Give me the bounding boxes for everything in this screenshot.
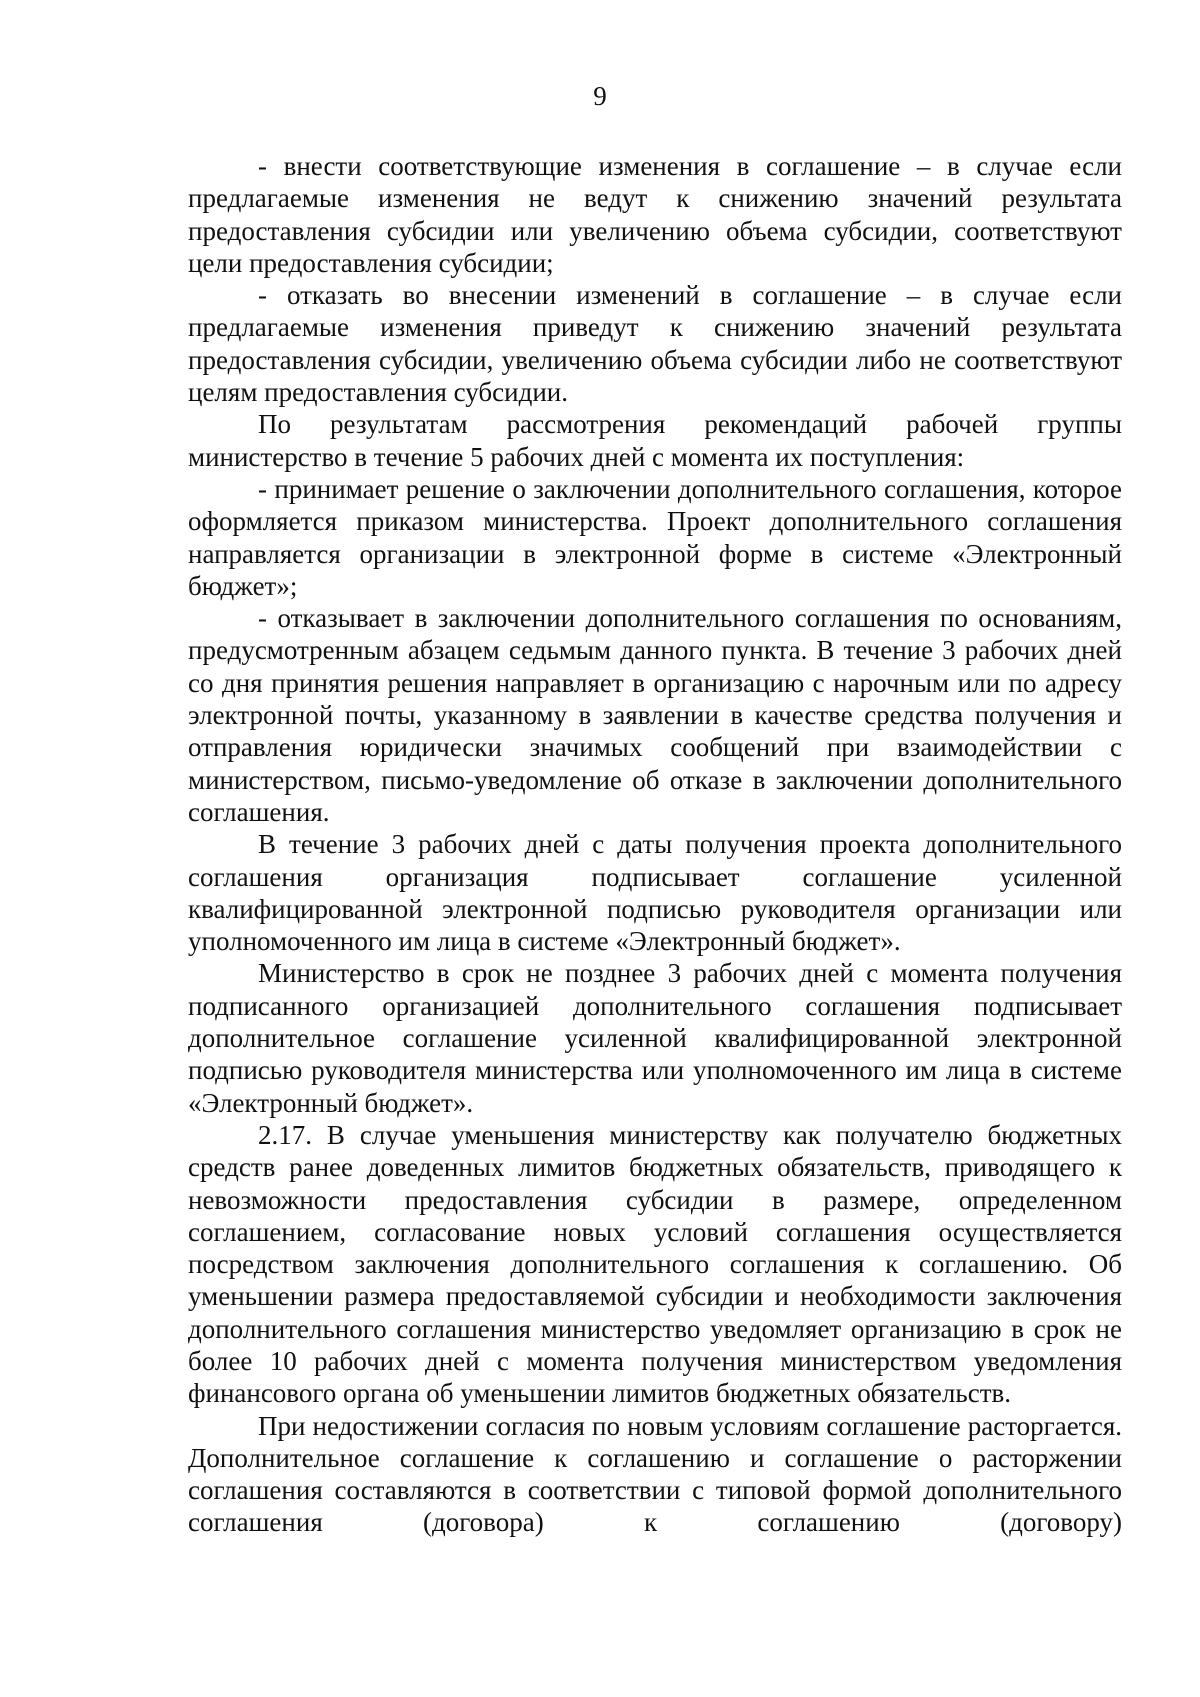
paragraph-accept-decision: - принимает решение о заключении дополнительного соглашения, которое оформляется приказом министерства. Проект дополнительного соглашения направляется организации в электронной форме в системе «Электронный бюджет»; <box>188 473 1122 601</box>
paragraph-working-group-results: По результатам рассмотрения рекомендаций рабочей группы министерство в течение 5 рабочих дней с момента их поступления: <box>188 409 1122 472</box>
document-body <box>188 150 1122 1539</box>
paragraph-organization-signs: В течение 3 рабочих дней с даты получения проекта дополнительного соглашения организация подписывает соглашение усиленной квалифицированной электронной подписью руководителя организации или уполномоченного им лица в системе «Электронный бюджет». <box>188 829 1122 957</box>
paragraph-amend-agreement: - внести соответствующие изменения в соглашение – в случае если предлагаемые изменения не ведут к снижению значений результата предоставления субсидии или увеличению объема субсидии, соответствуют цели предоставления субсидии; <box>188 151 1122 278</box>
paragraph-ministry-signs: Министерство в срок не позднее 3 рабочих дней с момента получения подписанного организацией дополнительного соглашения подписывает дополнительное соглашение усиленной квалифицированной электронной подписью руководителя министерства или уполномоченного им лица в системе «Электронный бюджет». <box>188 958 1122 1118</box>
paragraph-refuse-conclusion: - отказывает в заключении дополнительного соглашения по основаниям, предусмотренным абзацем седьмым данного пункта. В течение 3 рабочих дней со дня принятия решения направляет в организацию с нарочным или по адресу электронной почты, указанному в заявлении в качестве средства получения и отправления юридически значимых сообщений при взаимодействии с министерством, письмо-уведомление об отказе в заключении дополнительного соглашения. <box>188 603 1122 827</box>
page-number: 9 <box>593 81 607 111</box>
paragraph-section-2-17: 2.17. В случае уменьшения министерству как получателю бюджетных средств ранее доведенных лимитов бюджетных обязательств, приводящего к невозможности предоставления субсидии в размере, определенном соглашением, согласование новых условий соглашения осуществляется посредством заключения дополнительного соглашения к соглашению. Об уменьшении размера предоставляемой субсидии и необходимости заключения дополнительного соглашения министерство уведомляет организацию в срок не более 10 рабочих дней с момента получения министерством уведомления финансового органа об уменьшении лимитов бюджетных обязательств. <box>188 1119 1122 1409</box>
paragraph-refuse-amendment: - отказать во внесении изменений в соглашение – в случае если предлагаемые изменения приведут к снижению значений результата предоставления субсидии, увеличению объема субсидии либо не соответствуют целям предоставления субсидии. <box>188 280 1122 408</box>
paragraph-termination: При недостижении согласия по новым условиям соглашение расторгается. Дополнительное соглашение к соглашению и соглашение о расторжении соглашения составляются в соответствии с типовой формой дополнительного соглашения (договора) к соглашению (договору) <box>188 1410 1122 1538</box>
